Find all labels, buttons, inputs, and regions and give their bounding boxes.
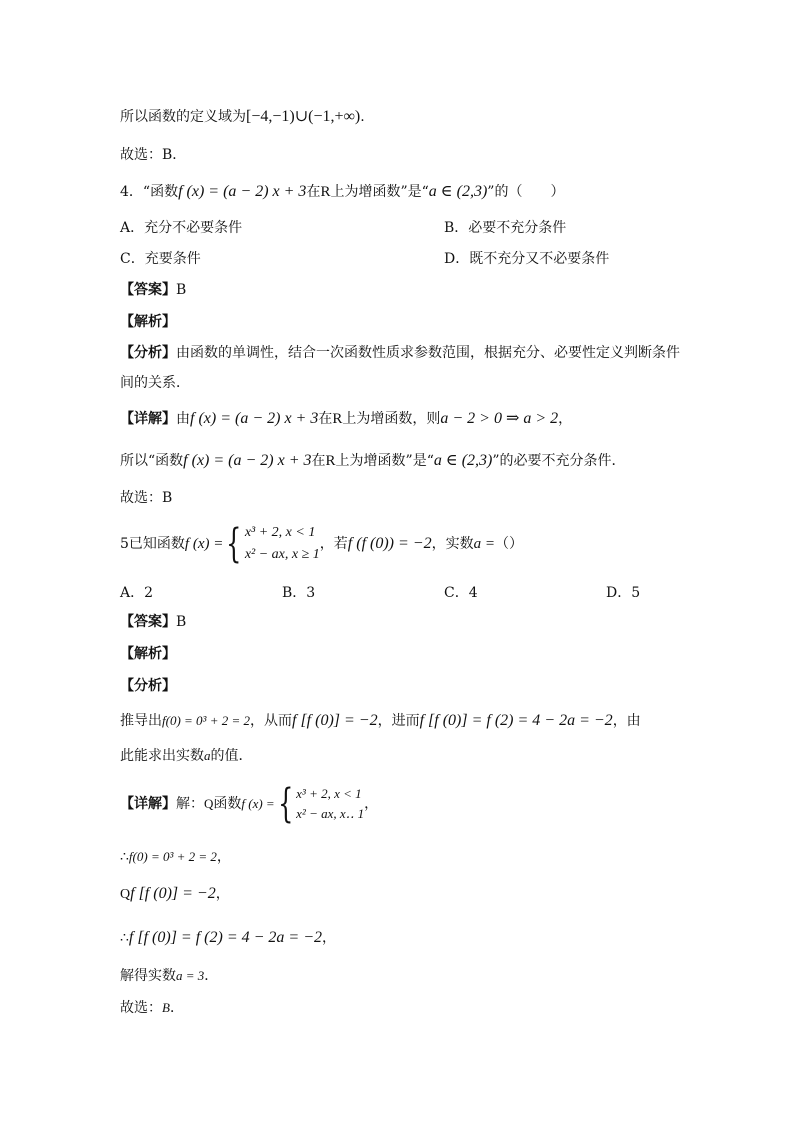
math: f (x) = (a − 2) x + 3 (183, 452, 312, 469)
text: ，进而 (377, 713, 420, 729)
text: 所以“函数 (120, 453, 184, 469)
text: 间的关系． (120, 375, 190, 391)
text: 故选：B． (120, 147, 187, 163)
text: 的值． (210, 748, 253, 764)
math: a (204, 748, 211, 763)
piecewise-cases (296, 784, 364, 824)
math: f (x) = (184, 536, 224, 552)
question-5 (120, 520, 523, 568)
fenxi-tag: 【分析】 (120, 345, 176, 361)
step-2 (120, 884, 230, 905)
choose-b-2 (120, 488, 172, 508)
text: ． (204, 968, 219, 984)
answer-4 (120, 280, 186, 300)
math-interval: [−4,−1)∪(−1,+∞) (246, 108, 361, 125)
text: ． (169, 1000, 184, 1016)
case-2: x² − ax, x‥ 1 (296, 806, 365, 821)
text: ， (216, 849, 231, 865)
text: 上为增函数”是“ (335, 453, 434, 469)
answer-value: B (176, 282, 187, 298)
text: 4．“函数 (120, 184, 179, 200)
math: a = 3 (176, 968, 205, 983)
choose-b-1 (120, 145, 186, 165)
question-4 (120, 182, 564, 202)
text: ， (364, 796, 379, 812)
text: 故选：B (120, 490, 173, 506)
conclusion-4 (120, 451, 626, 471)
math: f [f (0)] = −2 (130, 885, 216, 902)
text: 5已知函数 (120, 536, 185, 552)
text: ”的（ ） (487, 184, 565, 200)
therefore-symbol: ∴ (120, 849, 129, 865)
choose-b-3 (120, 998, 184, 1018)
case-2: x² − ax, x ≥ 1 (244, 547, 320, 562)
text: 由 (176, 411, 190, 427)
because-symbol: Q (204, 796, 214, 811)
because-symbol: Q (120, 887, 131, 902)
option5-b: B．3 (282, 585, 316, 601)
option-a: A．充分不必要条件 (120, 220, 243, 236)
text: ， (322, 930, 337, 946)
text: 由函数的单调性，结合一次函数性质求参数范围，根据充分、必要性定义判断条件 (176, 345, 680, 361)
fenxi-4-line2 (120, 373, 190, 393)
math: f(0) = 0³ + 2 = 2 (128, 849, 217, 864)
option-d: D．既不充分又不必要条件 (444, 251, 610, 267)
text: ，从而 (250, 713, 292, 729)
math: f (f (0)) = −2 (347, 535, 432, 552)
brace: { (277, 781, 294, 827)
math: a − 2 > 0 ⇒ a > 2 (440, 410, 559, 427)
math: B (162, 1000, 170, 1015)
math: a = (473, 536, 495, 552)
fenxi-4 (120, 343, 680, 363)
text: ， (215, 886, 230, 902)
text: 在 (306, 184, 321, 200)
step-3 (120, 928, 336, 948)
detail-4 (120, 409, 572, 429)
case-1: x³ + 2, x < 1 (296, 786, 362, 801)
option-c: C．充要条件 (120, 251, 201, 267)
math: f (x) = (a − 2) x + 3 (190, 410, 319, 427)
text: 所以函数的定义域为 (120, 109, 246, 125)
brace: { (226, 521, 242, 567)
option-b: B．必要不充分条件 (444, 220, 567, 236)
text: ， (558, 411, 573, 427)
therefore-symbol: ∴ (120, 930, 129, 946)
fenxi-5 (120, 676, 176, 696)
text: 上为增函数”是“ (330, 184, 429, 200)
math: f (x) = (a − 2) x + 3 (178, 183, 307, 200)
text: 解： (176, 796, 204, 812)
analysis-4 (120, 312, 176, 332)
derivation-5-line2 (120, 746, 253, 766)
detail-tag: 【详解】 (120, 796, 176, 812)
text: 故选： (120, 1000, 162, 1016)
option5-d: D．5 (606, 585, 641, 601)
math: f (x) = (241, 796, 275, 811)
answer-tag: 【答案】 (120, 614, 176, 630)
domain-conclusion (120, 107, 365, 127)
analysis-tag: 【解析】 (120, 314, 176, 330)
math: a ∈ (2,3) (428, 183, 488, 200)
text: . (360, 109, 365, 125)
math: R (332, 411, 343, 427)
text: 解得实数 (120, 968, 176, 984)
answer-5 (120, 612, 186, 632)
analysis-5 (120, 644, 176, 664)
text: 此能求出实数 (120, 748, 204, 764)
analysis-tag: 【解析】 (120, 646, 176, 662)
math: f [f (0)] = f (2) = 4 − 2a = −2 (419, 712, 613, 729)
math: a ∈ (2,3) (433, 452, 493, 469)
detail-tag: 【详解】 (120, 411, 176, 427)
math: f [f (0)] = −2 (292, 712, 378, 729)
text: 函数 (213, 796, 242, 812)
text: ”的必要不充分条件． (492, 453, 626, 469)
case-1: x³ + 2, x < 1 (244, 525, 316, 540)
solve-a (120, 966, 218, 986)
math: f [f (0)] = f (2) = 4 − 2a = −2 (128, 929, 323, 946)
answer-tag: 【答案】 (120, 282, 176, 298)
math: R (325, 453, 336, 469)
math: R (320, 184, 331, 200)
derivation-5 (120, 711, 641, 731)
text: 在 (311, 453, 326, 469)
text: 在 (318, 411, 333, 427)
fenxi-tag: 【分析】 (120, 678, 176, 694)
piecewise-cases (245, 522, 320, 566)
option5-c: C．4 (444, 585, 478, 601)
math: f(0) = 0³ + 2 = 2 (162, 713, 250, 728)
text: 上为增函数，则 (342, 411, 441, 427)
text: （） (494, 536, 523, 552)
text: 推导出 (120, 713, 162, 729)
answer-value: B (176, 614, 187, 630)
step-1 (120, 847, 231, 867)
text: ，实数 (431, 536, 474, 552)
detail-5 (120, 780, 378, 828)
text: ，若 (319, 536, 348, 552)
option5-a: A．2 (120, 585, 154, 601)
text: ，由 (612, 713, 641, 729)
